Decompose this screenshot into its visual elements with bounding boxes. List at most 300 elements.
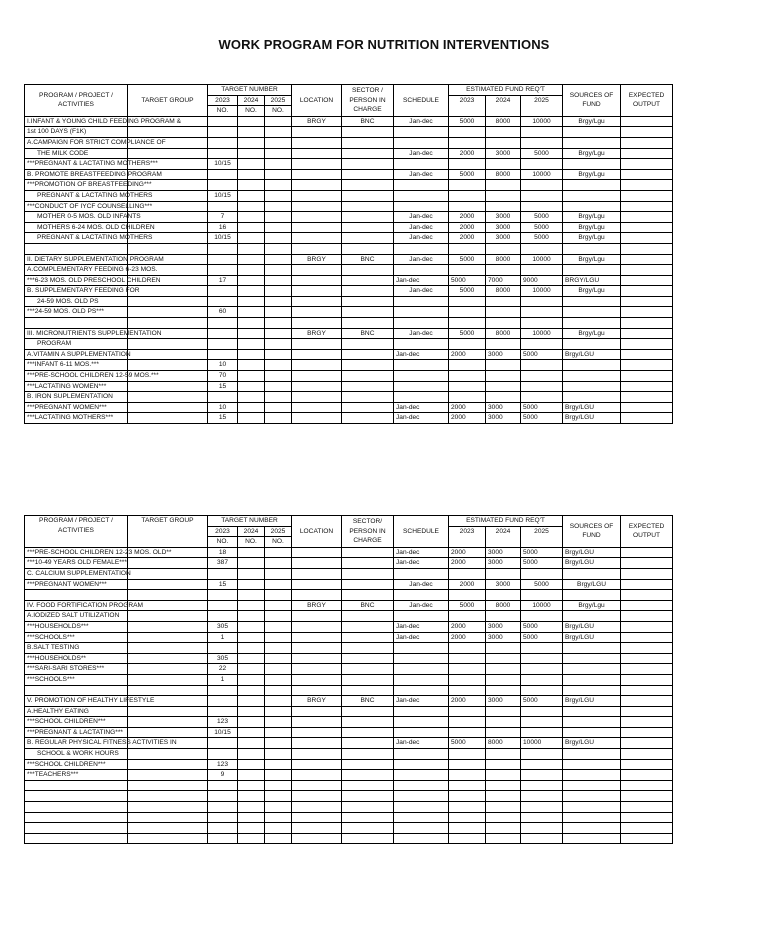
target-2025-cell <box>265 579 292 590</box>
schedule-cell <box>394 674 449 685</box>
source-cell <box>563 823 621 834</box>
target-2024-cell <box>238 802 265 813</box>
header-sector: SECTOR / PERSON IN CHARGE <box>342 85 394 117</box>
ppa-cell: ***6-23 MOS. OLD PRESCHOOL CHILDREN <box>25 275 128 286</box>
header-year-2025: 2025 <box>265 526 292 537</box>
target-2024-cell <box>238 738 265 749</box>
fund-2023-cell <box>449 371 486 382</box>
fund-2025-cell <box>521 833 563 844</box>
table-row <box>25 349 673 360</box>
fund-2023-cell <box>449 190 486 201</box>
location-cell <box>292 381 342 392</box>
sector-cell <box>342 413 394 424</box>
header-no-2024: NO. <box>238 106 265 117</box>
schedule-cell: Jan-dec <box>394 579 449 590</box>
schedule-cell: Jan-dec <box>394 254 449 265</box>
expected-output-cell <box>621 381 673 392</box>
ppa-cell: PREGNANT & LACTATING MOTHERS <box>25 190 128 201</box>
fund-2023-cell <box>449 201 486 212</box>
source-cell <box>563 791 621 802</box>
fund-2025-cell: 5000 <box>521 632 563 643</box>
target-2023-cell <box>208 823 238 834</box>
expected-output-cell <box>621 116 673 127</box>
ppa-cell <box>25 812 128 823</box>
fund-2023-cell: 5000 <box>449 286 486 297</box>
fund-2025-cell <box>521 201 563 212</box>
table-row <box>25 275 673 286</box>
target-2024-cell <box>238 180 265 191</box>
sector-cell <box>342 579 394 590</box>
schedule-cell: Jan-dec <box>394 212 449 223</box>
table-row <box>25 696 673 707</box>
fund-2025-cell <box>521 381 563 392</box>
target-2024-cell <box>238 169 265 180</box>
location-cell <box>292 812 342 823</box>
target-2024-cell <box>238 611 265 622</box>
fund-2025-cell <box>521 685 563 696</box>
target-2025-cell <box>265 621 292 632</box>
fund-2024-cell: 3000 <box>486 233 521 244</box>
target-2023-cell <box>208 286 238 297</box>
fund-2025-cell <box>521 137 563 148</box>
fund-2024-cell: 3000 <box>486 696 521 707</box>
target-2025-cell <box>265 696 292 707</box>
ppa-cell: ***PREGNANT & LACTATING*** <box>25 727 128 738</box>
target-2023-cell: 10 <box>208 360 238 371</box>
location-cell <box>292 653 342 664</box>
location-cell: BRGY <box>292 328 342 339</box>
table-row <box>25 190 673 201</box>
fund-2023-cell: 2000 <box>449 148 486 159</box>
location-cell <box>292 286 342 297</box>
expected-output-cell <box>621 738 673 749</box>
target-2024-cell <box>238 600 265 611</box>
table-row <box>25 664 673 675</box>
expected-output-cell <box>621 328 673 339</box>
fund-2023-cell <box>449 685 486 696</box>
source-cell: Brgy/Lgu <box>563 148 621 159</box>
table-row <box>25 116 673 127</box>
target-2023-cell: 123 <box>208 717 238 728</box>
target-2023-cell <box>208 780 238 791</box>
schedule-cell: Jan-dec <box>394 600 449 611</box>
target-2024-cell <box>238 579 265 590</box>
source-cell: Brgy/Lgu <box>563 222 621 233</box>
target-2024-cell <box>238 307 265 318</box>
expected-output-cell <box>621 611 673 622</box>
target-2024-cell <box>238 674 265 685</box>
sector-cell <box>342 148 394 159</box>
target-2024-cell <box>238 547 265 558</box>
schedule-cell <box>394 243 449 254</box>
page-title: WORK PROGRAM FOR NUTRITION INTERVENTIONS <box>218 37 550 52</box>
target-2025-cell <box>265 127 292 138</box>
source-cell: Brgy/LGU <box>563 696 621 707</box>
source-cell <box>563 392 621 403</box>
fund-2025-cell: 5000 <box>521 148 563 159</box>
target-2023-cell <box>208 137 238 148</box>
location-cell <box>292 180 342 191</box>
fund-2025-cell <box>521 727 563 738</box>
expected-output-cell <box>621 674 673 685</box>
fund-2023-cell: 2000 <box>449 558 486 569</box>
target-2023-cell: 15 <box>208 579 238 590</box>
target-group-cell <box>128 296 208 307</box>
fund-2023-cell <box>449 706 486 717</box>
source-cell <box>563 653 621 664</box>
target-2024-cell <box>238 254 265 265</box>
location-cell <box>292 547 342 558</box>
target-2024-cell <box>238 759 265 770</box>
header-year-2024: 2024 <box>238 526 265 537</box>
target-2023-cell: 15 <box>208 413 238 424</box>
source-cell: Brgy/LGU <box>563 621 621 632</box>
ppa-cell: ***SARI-SARI STORES*** <box>25 664 128 675</box>
target-group-cell <box>128 643 208 654</box>
location-cell <box>292 222 342 233</box>
expected-output-cell <box>621 137 673 148</box>
fund-2024-cell: 3000 <box>486 402 521 413</box>
location-cell <box>292 413 342 424</box>
expected-output-cell <box>621 127 673 138</box>
target-group-cell <box>128 653 208 664</box>
fund-2024-cell <box>486 190 521 201</box>
target-group-cell <box>128 749 208 760</box>
source-cell <box>563 780 621 791</box>
ppa-cell <box>25 318 128 329</box>
header-expected-output: EXPECTED OUTPUT <box>621 516 673 548</box>
source-cell <box>563 371 621 382</box>
target-2025-cell <box>265 833 292 844</box>
expected-output-cell <box>621 579 673 590</box>
expected-output-cell <box>621 233 673 244</box>
schedule-cell: Jan-dec <box>394 402 449 413</box>
sector-cell <box>342 791 394 802</box>
header-year-2025: 2025 <box>265 95 292 106</box>
fund-2024-cell <box>486 643 521 654</box>
fund-2023-cell <box>449 307 486 318</box>
table-row <box>25 371 673 382</box>
fund-2024-cell: 8000 <box>486 169 521 180</box>
fund-2024-cell <box>486 381 521 392</box>
target-2025-cell <box>265 558 292 569</box>
sector-cell <box>342 307 394 318</box>
ppa-cell: V. PROMOTION OF HEALTHY LIFESTYLE <box>25 696 128 707</box>
target-group-cell <box>128 127 208 138</box>
target-2024-cell <box>238 413 265 424</box>
header-ppa: PROGRAM / PROJECT / ACTIVITIES <box>25 516 128 548</box>
fund-2024-cell <box>486 590 521 601</box>
sector-cell <box>342 233 394 244</box>
fund-2024-cell <box>486 727 521 738</box>
target-2023-cell <box>208 201 238 212</box>
target-2023-cell: 1 <box>208 632 238 643</box>
schedule-cell <box>394 802 449 813</box>
target-2023-cell: 305 <box>208 653 238 664</box>
table-row <box>25 296 673 307</box>
target-2024-cell <box>238 392 265 403</box>
fund-2024-cell: 3000 <box>486 632 521 643</box>
fund-2025-cell <box>521 611 563 622</box>
fund-2023-cell <box>449 611 486 622</box>
target-2025-cell <box>265 568 292 579</box>
table-row <box>25 243 673 254</box>
header-year-2024: 2024 <box>238 95 265 106</box>
fund-2023-cell: 5000 <box>449 275 486 286</box>
fund-2024-cell: 3000 <box>486 222 521 233</box>
fund-2024-cell <box>486 780 521 791</box>
sector-cell <box>342 706 394 717</box>
schedule-cell <box>394 318 449 329</box>
location-cell <box>292 169 342 180</box>
sector-cell: BNC <box>342 328 394 339</box>
fund-2024-cell: 3000 <box>486 148 521 159</box>
source-cell: Brgy/LGU <box>563 632 621 643</box>
schedule-cell <box>394 180 449 191</box>
location-cell <box>292 759 342 770</box>
table-row <box>25 674 673 685</box>
expected-output-cell <box>621 286 673 297</box>
schedule-cell <box>394 381 449 392</box>
target-2025-cell <box>265 212 292 223</box>
ppa-cell: B. SUPPLEMENTARY FEEDING FOR <box>25 286 128 297</box>
sector-cell <box>342 770 394 781</box>
fund-2023-cell: 5000 <box>449 116 486 127</box>
fund-2024-cell <box>486 717 521 728</box>
fund-2023-cell <box>449 833 486 844</box>
schedule-cell: Jan-dec <box>394 558 449 569</box>
sector-cell <box>342 780 394 791</box>
schedule-cell <box>394 833 449 844</box>
fund-2023-cell <box>449 339 486 350</box>
sector-cell <box>342 339 394 350</box>
sector-cell <box>342 833 394 844</box>
target-2023-cell <box>208 812 238 823</box>
target-2025-cell <box>265 286 292 297</box>
fund-2024-cell: 3000 <box>486 558 521 569</box>
expected-output-cell <box>621 812 673 823</box>
expected-output-cell <box>621 222 673 233</box>
fund-2024-cell <box>486 371 521 382</box>
ppa-cell: ***PRE-SCHOOL CHILDREN 12-59 MOS.*** <box>25 371 128 382</box>
target-2024-cell <box>238 275 265 286</box>
target-2025-cell <box>265 169 292 180</box>
sector-cell <box>342 190 394 201</box>
expected-output-cell <box>621 600 673 611</box>
expected-output-cell <box>621 180 673 191</box>
fund-2024-cell <box>486 392 521 403</box>
fund-2024-cell <box>486 759 521 770</box>
header-no-2023: NO. <box>208 537 238 548</box>
target-2023-cell <box>208 568 238 579</box>
fund-2025-cell <box>521 127 563 138</box>
table-row <box>25 318 673 329</box>
location-cell <box>292 749 342 760</box>
work-program-table-1 <box>24 84 673 424</box>
fund-2025-cell <box>521 590 563 601</box>
target-2023-cell <box>208 328 238 339</box>
fund-2025-cell: 5000 <box>521 233 563 244</box>
schedule-cell <box>394 653 449 664</box>
header-schedule: SCHEDULE <box>394 85 449 117</box>
fund-2025-cell: 5000 <box>521 222 563 233</box>
fund-2024-cell: 3000 <box>486 579 521 590</box>
target-group-cell <box>128 812 208 823</box>
target-group-cell <box>128 770 208 781</box>
table-1-header <box>25 85 673 117</box>
schedule-cell <box>394 611 449 622</box>
target-2025-cell <box>265 392 292 403</box>
schedule-cell <box>394 770 449 781</box>
target-2023-cell: 7 <box>208 212 238 223</box>
fund-2025-cell <box>521 371 563 382</box>
table-row <box>25 802 673 813</box>
target-2025-cell <box>265 749 292 760</box>
expected-output-cell <box>621 402 673 413</box>
expected-output-cell <box>621 558 673 569</box>
fund-2025-cell <box>521 243 563 254</box>
ppa-cell: B. REGULAR PHYSICAL FITNESS ACTIVITIES IN <box>25 738 128 749</box>
expected-output-cell <box>621 802 673 813</box>
source-cell <box>563 717 621 728</box>
expected-output-cell <box>621 749 673 760</box>
schedule-cell <box>394 360 449 371</box>
target-2025-cell <box>265 717 292 728</box>
target-2025-cell <box>265 318 292 329</box>
target-2025-cell <box>265 812 292 823</box>
sector-cell <box>342 286 394 297</box>
ppa-cell: ***PREGNANT & LACTATING MOTHERS*** <box>25 159 128 170</box>
target-2023-cell <box>208 148 238 159</box>
source-cell: Brgy/LGU <box>563 738 621 749</box>
header-ppa: PROGRAM / PROJECT / ACTIVITIES <box>25 85 128 117</box>
ppa-cell: B. IRON SUPLEMENTATION <box>25 392 128 403</box>
ppa-cell: 24-59 MOS. OLD PS <box>25 296 128 307</box>
target-2024-cell <box>238 328 265 339</box>
table-row <box>25 413 673 424</box>
target-2025-cell <box>265 738 292 749</box>
source-cell: Brgy/LGU <box>563 547 621 558</box>
sector-cell: BNC <box>342 116 394 127</box>
location-cell: BRGY <box>292 116 342 127</box>
source-cell: Brgy/LGU <box>563 402 621 413</box>
fund-2023-cell: 2000 <box>449 349 486 360</box>
source-cell <box>563 190 621 201</box>
schedule-cell <box>394 685 449 696</box>
target-group-cell <box>128 392 208 403</box>
target-2024-cell <box>238 696 265 707</box>
sector-cell <box>342 371 394 382</box>
ppa-cell <box>25 243 128 254</box>
expected-output-cell <box>621 413 673 424</box>
fund-2025-cell <box>521 812 563 823</box>
schedule-cell: Jan-dec <box>394 116 449 127</box>
target-2025-cell <box>265 759 292 770</box>
sector-cell <box>342 381 394 392</box>
ppa-cell: ***SCHOOL CHILDREN*** <box>25 759 128 770</box>
target-2025-cell <box>265 632 292 643</box>
source-cell: Brgy/Lgu <box>563 169 621 180</box>
fund-2024-cell <box>486 674 521 685</box>
target-2023-cell <box>208 243 238 254</box>
ppa-cell: C. CALCIUM SUPPLEMENTATION <box>25 568 128 579</box>
location-cell <box>292 685 342 696</box>
location-cell <box>292 233 342 244</box>
fund-2024-cell: 3000 <box>486 212 521 223</box>
sector-cell <box>342 296 394 307</box>
fund-2025-cell: 5000 <box>521 402 563 413</box>
target-2024-cell <box>238 653 265 664</box>
target-2025-cell <box>265 307 292 318</box>
source-cell <box>563 159 621 170</box>
target-2024-cell <box>238 360 265 371</box>
fund-2025-cell <box>521 180 563 191</box>
location-cell <box>292 159 342 170</box>
target-2023-cell: 10/15 <box>208 159 238 170</box>
target-2023-cell: 10 <box>208 402 238 413</box>
target-2025-cell <box>265 190 292 201</box>
target-group-cell <box>128 381 208 392</box>
target-group-cell <box>128 621 208 632</box>
table-row <box>25 169 673 180</box>
location-cell <box>292 190 342 201</box>
sector-cell <box>342 159 394 170</box>
expected-output-cell <box>621 392 673 403</box>
target-2024-cell <box>238 402 265 413</box>
target-group-cell <box>128 286 208 297</box>
schedule-cell <box>394 812 449 823</box>
target-2024-cell <box>238 222 265 233</box>
expected-output-cell <box>621 547 673 558</box>
ppa-cell: ***HOUSEHOLDS*** <box>25 621 128 632</box>
fund-2023-cell: 5000 <box>449 328 486 339</box>
fund-2023-cell <box>449 780 486 791</box>
target-2025-cell <box>265 770 292 781</box>
fund-2025-cell <box>521 791 563 802</box>
header-expected-output: EXPECTED OUTPUT <box>621 85 673 117</box>
fund-2024-cell <box>486 749 521 760</box>
target-2025-cell <box>265 296 292 307</box>
location-cell <box>292 568 342 579</box>
table-row <box>25 812 673 823</box>
target-2023-cell <box>208 180 238 191</box>
fund-2024-cell <box>486 265 521 276</box>
target-2024-cell <box>238 243 265 254</box>
fund-2025-cell <box>521 296 563 307</box>
fund-2024-cell: 3000 <box>486 349 521 360</box>
location-cell <box>292 296 342 307</box>
target-2023-cell: 387 <box>208 558 238 569</box>
sector-cell: BNC <box>342 254 394 265</box>
location-cell: BRGY <box>292 696 342 707</box>
table-row <box>25 360 673 371</box>
fund-2024-cell <box>486 339 521 350</box>
target-2023-cell: 22 <box>208 664 238 675</box>
sector-cell <box>342 802 394 813</box>
target-2023-cell <box>208 127 238 138</box>
fund-2023-cell: 2000 <box>449 212 486 223</box>
table-row <box>25 392 673 403</box>
fund-2025-cell: 10000 <box>521 600 563 611</box>
table-row <box>25 307 673 318</box>
header-location: LOCATION <box>292 516 342 548</box>
table-row <box>25 759 673 770</box>
target-2023-cell: 305 <box>208 621 238 632</box>
fund-2023-cell <box>449 360 486 371</box>
fund-2023-cell: 2000 <box>449 402 486 413</box>
sector-cell: BNC <box>342 600 394 611</box>
fund-2024-cell <box>486 318 521 329</box>
